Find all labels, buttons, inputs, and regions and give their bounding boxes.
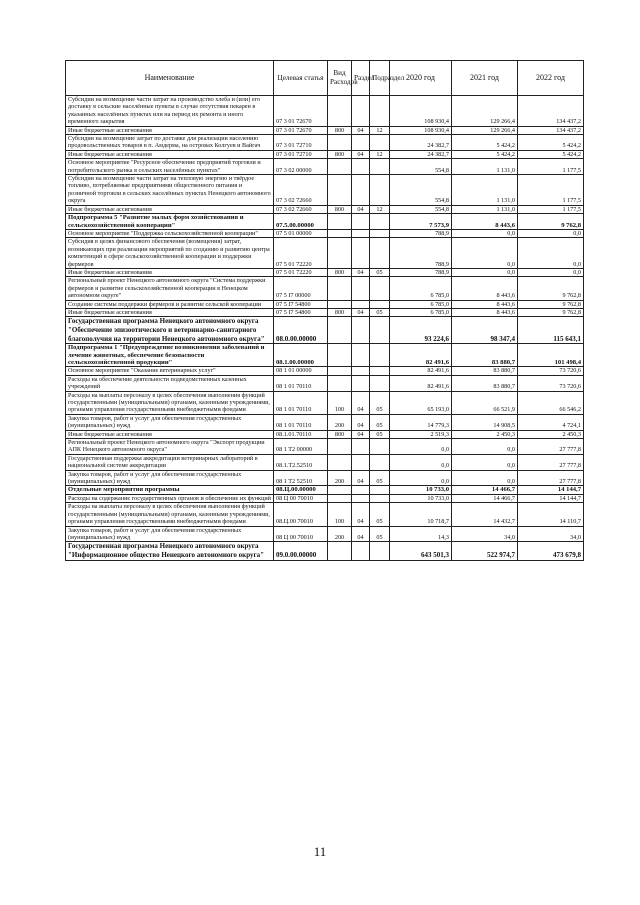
cell-expense-type (328, 367, 352, 375)
cell-expense-type: 800 (328, 150, 352, 158)
cell-subsection: 05 (370, 470, 390, 486)
cell-section: 04 (352, 503, 370, 526)
cell-expense-type (328, 486, 352, 494)
cell-section: 04 (352, 268, 370, 276)
cell-name: Подпрограмма 5 "Развитие малых форм хозяйствования и сельскохозяйственной кооперации" (66, 214, 274, 230)
cell-2022: 27 777,8 (518, 470, 584, 486)
cell-target-article: 07 3 02 72660 (274, 205, 328, 213)
cell-target-article: 08.Ц.00.00000 (274, 486, 328, 494)
cell-target-article: 08.Ц.00 70010 (274, 503, 328, 526)
cell-2022: 134 437,2 (518, 96, 584, 127)
cell-section: 04 (352, 526, 370, 542)
cell-subsection (370, 367, 390, 375)
header-name: Наименование (66, 61, 274, 96)
cell-section (352, 214, 370, 230)
cell-expense-type: 200 (328, 526, 352, 542)
cell-name: Закупка товаров, работ и услуг для обеспечения государственных (муниципальных) нужд (66, 470, 274, 486)
cell-target-article: 08 1 T2 00000 (274, 439, 328, 455)
cell-expense-type (328, 214, 352, 230)
cell-expense-type (328, 135, 352, 151)
cell-name: Отдельные мероприятия программы (66, 486, 274, 494)
cell-2021: 522 974,7 (452, 542, 518, 560)
cell-expense-type: 800 (328, 308, 352, 316)
cell-section (352, 367, 370, 375)
page-number: 11 (313, 844, 327, 859)
cell-name: Государственная поддержка аккредитации ветеринарных лабораторий в национальной системе аккредитации (66, 454, 274, 470)
cell-2022: 5 424,2 (518, 135, 584, 151)
cell-expense-type: 200 (328, 470, 352, 486)
cell-subsection (370, 494, 390, 502)
cell-expense-type (328, 277, 352, 300)
cell-target-article: 07 3 01 72670 (274, 96, 328, 127)
cell-subsection: 05 (370, 308, 390, 316)
cell-2022: 473 679,8 (518, 542, 584, 560)
cell-subsection (370, 135, 390, 151)
cell-subsection (370, 300, 390, 308)
cell-2022: 66 546,2 (518, 391, 584, 414)
cell-2021: 8 443,6 (452, 277, 518, 300)
cell-2021: 0,0 (452, 268, 518, 276)
table-row (66, 205, 584, 213)
cell-section (352, 454, 370, 470)
cell-section (352, 317, 370, 344)
cell-subsection (370, 439, 390, 455)
cell-2021: 0,0 (452, 229, 518, 237)
cell-2022: 14 110,7 (518, 503, 584, 526)
cell-2020: 6 785,0 (390, 300, 452, 308)
table-row (66, 150, 584, 158)
cell-name: Расходы на содержание государственных органов и обеспечение их функций (66, 494, 274, 502)
table-row (66, 494, 584, 502)
cell-name: Иные бюджетные ассигнования (66, 430, 274, 438)
cell-2022: 4 724,1 (518, 414, 584, 430)
table-row (66, 126, 584, 134)
cell-2020: 65 193,0 (390, 391, 452, 414)
cell-section (352, 439, 370, 455)
cell-2021: 5 424,2 (452, 135, 518, 151)
cell-2022: 9 762,8 (518, 214, 584, 230)
table-row (66, 367, 584, 375)
table-header-row (66, 61, 584, 96)
table-row (66, 175, 584, 206)
cell-target-article: 08 1 01 70110 (274, 375, 328, 391)
cell-name: Иные бюджетные ассигнования (66, 308, 274, 316)
cell-subsection: 05 (370, 503, 390, 526)
cell-subsection: 05 (370, 526, 390, 542)
cell-name: Расходы на обеспечение деятельности подведомственных казенных учреждений (66, 375, 274, 391)
cell-2022: 134 437,2 (518, 126, 584, 134)
cell-2022: 0,0 (518, 268, 584, 276)
cell-2021: 34,0 (452, 526, 518, 542)
table-row (66, 159, 584, 175)
cell-target-article: 07 5 01 72220 (274, 238, 328, 269)
cell-section (352, 96, 370, 127)
cell-target-article: 08 1 01 00000 (274, 367, 328, 375)
cell-expense-type: 800 (328, 126, 352, 134)
cell-section (352, 175, 370, 206)
cell-target-article: 07 3 02 00000 (274, 159, 328, 175)
cell-2022: 1 177,5 (518, 175, 584, 206)
cell-name: Подпрограмма 1 "Предупреждение возникновения заболеваний и лечение животных, обеспечение безопасности сельскохозяйственной продукции" (66, 344, 274, 367)
header-target-article: Целевая статья (274, 61, 328, 96)
table-row (66, 317, 584, 344)
cell-section: 04 (352, 205, 370, 213)
cell-section (352, 159, 370, 175)
cell-subsection (370, 175, 390, 206)
cell-2020: 0,0 (390, 439, 452, 455)
cell-section: 04 (352, 308, 370, 316)
cell-expense-type (328, 317, 352, 344)
cell-2021: 8 443,6 (452, 308, 518, 316)
cell-subsection (370, 542, 390, 560)
cell-2020: 14 779,3 (390, 414, 452, 430)
cell-2020: 82 491,6 (390, 344, 452, 367)
table-row (66, 308, 584, 316)
table-row (66, 96, 584, 127)
cell-target-article: 08 1 01 70110 (274, 391, 328, 414)
cell-expense-type (328, 229, 352, 237)
cell-2020: 554,8 (390, 175, 452, 206)
cell-section (352, 238, 370, 269)
cell-subsection (370, 214, 390, 230)
header-2022: 2022 год (518, 61, 584, 96)
table-row (66, 344, 584, 367)
cell-2020: 6 785,0 (390, 308, 452, 316)
cell-2021: 83 880,7 (452, 344, 518, 367)
cell-expense-type (328, 344, 352, 367)
cell-target-article: 08 Ц 00 70010 (274, 494, 328, 502)
cell-expense-type (328, 96, 352, 127)
cell-section: 04 (352, 150, 370, 158)
cell-subsection (370, 277, 390, 300)
table-row (66, 229, 584, 237)
cell-target-article: 08 Ц 00 70010 (274, 526, 328, 542)
cell-2021: 0,0 (452, 439, 518, 455)
cell-2020: 14,3 (390, 526, 452, 542)
cell-name: Закупка товаров, работ и услуг для обеспечения государственных (муниципальных) нужд (66, 414, 274, 430)
cell-subsection: 05 (370, 268, 390, 276)
cell-2021: 129 266,4 (452, 126, 518, 134)
cell-2021: 5 424,2 (452, 150, 518, 158)
cell-name: Основное мероприятие "Ресурсное обеспечение предприятий торговли и потребительского рынка в сельских населённых пунктах" (66, 159, 274, 175)
cell-2021: 2 450,3 (452, 430, 518, 438)
cell-2022: 0,0 (518, 238, 584, 269)
cell-expense-type (328, 454, 352, 470)
cell-expense-type (328, 300, 352, 308)
cell-name: Субсидия в целях финансового обеспечения (возмещения) затрат, возникающих при реализации мероприятий по созданию и развитию центра компетенций в сфере сельскохозяйственной кооперации и поддержки фермеров (66, 238, 274, 269)
cell-name: Расходы на выплаты персоналу в целях обеспечения выполнения функций государственными (муниципальными) органами, казенными учреждениями, органами управления государственными внебюджетными фондами (66, 503, 274, 526)
cell-2021: 1 131,0 (452, 175, 518, 206)
table-row (66, 470, 584, 486)
cell-name: Расходы на выплаты персоналу в целях обеспечения выполнения функций государственными (муниципальными) органами, казенными учреждениями, органами управления государственными внебюджетными фондами (66, 391, 274, 414)
cell-subsection: 12 (370, 126, 390, 134)
cell-2021: 14 466,7 (452, 486, 518, 494)
table-row (66, 214, 584, 230)
cell-target-article: 07 5 01 72220 (274, 268, 328, 276)
cell-target-article: 07 5 I7 00000 (274, 277, 328, 300)
cell-2020: 0,0 (390, 454, 452, 470)
cell-name: Субсидии на возмещение части затрат на производство хлеба и (или) его доставку в сельские населённые пункты в случае отсутствия пекарен в указанных населённых пунктах или на период их ремонта и иного временного закрытия (66, 96, 274, 127)
cell-2020: 10 733,0 (390, 486, 452, 494)
cell-2020: 108 930,4 (390, 126, 452, 134)
cell-2020: 93 224,6 (390, 317, 452, 344)
cell-section: 04 (352, 470, 370, 486)
cell-2021: 129 266,4 (452, 96, 518, 127)
cell-expense-type: 800 (328, 430, 352, 438)
cell-subsection (370, 344, 390, 367)
cell-2021: 83 880,7 (452, 375, 518, 391)
cell-2022: 73 720,6 (518, 375, 584, 391)
cell-expense-type: 100 (328, 391, 352, 414)
cell-subsection: 12 (370, 205, 390, 213)
cell-2022: 0,0 (518, 229, 584, 237)
cell-2021: 0,0 (452, 238, 518, 269)
header-section: Раздел (352, 61, 370, 96)
cell-2020: 82 491,6 (390, 375, 452, 391)
cell-expense-type (328, 159, 352, 175)
cell-target-article: 08 1 01 70110 (274, 414, 328, 430)
cell-name: Основное мероприятие "Поддержка сельскохозяйственной кооперации" (66, 229, 274, 237)
cell-2022: 9 762,8 (518, 277, 584, 300)
cell-expense-type (328, 175, 352, 206)
cell-target-article: 07 3 01 72670 (274, 126, 328, 134)
cell-2020: 554,8 (390, 159, 452, 175)
cell-target-article: 07 3 02 72660 (274, 175, 328, 206)
cell-2021: 14 908,5 (452, 414, 518, 430)
cell-target-article: 07 5 I7 54800 (274, 308, 328, 316)
cell-subsection (370, 96, 390, 127)
cell-2021: 1 131,0 (452, 159, 518, 175)
cell-2021: 1 131,0 (452, 205, 518, 213)
cell-section (352, 375, 370, 391)
cell-name: Основное мероприятие "Оказание ветеринарных услуг" (66, 367, 274, 375)
cell-expense-type (328, 238, 352, 269)
cell-target-article: 07 5 01 00000 (274, 229, 328, 237)
cell-target-article: 08.1.T2.52510 (274, 454, 328, 470)
cell-2020: 554,8 (390, 205, 452, 213)
cell-section (352, 135, 370, 151)
cell-subsection: 12 (370, 150, 390, 158)
cell-2020: 643 501,3 (390, 542, 452, 560)
cell-expense-type: 800 (328, 205, 352, 213)
table-row (66, 391, 584, 414)
table-row (66, 135, 584, 151)
table-row (66, 526, 584, 542)
cell-2022: 27 777,8 (518, 439, 584, 455)
cell-section (352, 277, 370, 300)
cell-2021: 8 443,6 (452, 300, 518, 308)
cell-target-article: 08.1.01.70110 (274, 430, 328, 438)
cell-name: Региональный проект Ненецкого автономного округа "Система поддержки фермеров и развитие сельскохозяйственной кооперации в Ненецком автономном округе" (66, 277, 274, 300)
header-subsection: Подраздел (370, 61, 390, 96)
cell-subsection (370, 317, 390, 344)
cell-2021: 8 443,6 (452, 214, 518, 230)
cell-name: Иные бюджетные ассигнования (66, 126, 274, 134)
cell-target-article: 07 5 I7 54800 (274, 300, 328, 308)
cell-name: Государственная программа Ненецкого автономного округа "Информационное общество Ненецкого автономного округа" (66, 542, 274, 560)
cell-2021: 14 432,7 (452, 503, 518, 526)
cell-2022: 1 177,5 (518, 205, 584, 213)
budget-table (65, 60, 584, 561)
header-2020: 2020 год (390, 61, 452, 96)
table-row (66, 277, 584, 300)
cell-2022: 115 643,1 (518, 317, 584, 344)
cell-2020: 7 573,9 (390, 214, 452, 230)
cell-section (352, 344, 370, 367)
cell-2022: 2 450,3 (518, 430, 584, 438)
cell-2021: 98 347,4 (452, 317, 518, 344)
cell-2022: 5 424,2 (518, 150, 584, 158)
table-row (66, 454, 584, 470)
cell-subsection (370, 486, 390, 494)
cell-subsection: 05 (370, 430, 390, 438)
cell-2022: 34,0 (518, 526, 584, 542)
cell-target-article: 07 3 01 72710 (274, 150, 328, 158)
cell-expense-type: 200 (328, 414, 352, 430)
cell-subsection (370, 229, 390, 237)
cell-section (352, 229, 370, 237)
cell-expense-type (328, 542, 352, 560)
cell-2022: 14 144,7 (518, 486, 584, 494)
cell-2020: 788,9 (390, 229, 452, 237)
cell-expense-type: 800 (328, 268, 352, 276)
cell-expense-type (328, 439, 352, 455)
cell-2021: 0,0 (452, 470, 518, 486)
cell-target-article: 08.0.00.00000 (274, 317, 328, 344)
table-row (66, 300, 584, 308)
table-row (66, 486, 584, 494)
cell-2020: 10 718,7 (390, 503, 452, 526)
cell-target-article: 07 3 01 72710 (274, 135, 328, 151)
cell-section (352, 494, 370, 502)
cell-2021: 0,0 (452, 454, 518, 470)
table-row (66, 238, 584, 269)
cell-2020: 0,0 (390, 470, 452, 486)
cell-target-article: 08.1.00.00000 (274, 344, 328, 367)
cell-2020: 788,9 (390, 268, 452, 276)
cell-subsection (370, 159, 390, 175)
cell-2020: 2 519,3 (390, 430, 452, 438)
cell-name: Создание системы поддержки фермеров и развитие сельской кооперации (66, 300, 274, 308)
cell-name: Иные бюджетные ассигнования (66, 268, 274, 276)
cell-target-article: 09.0.00.00000 (274, 542, 328, 560)
cell-2022: 73 720,6 (518, 367, 584, 375)
cell-name: Субсидии на возмещение части затрат на тепловую энергию и твёрдое топливо, потребляемые предприятиями общественного питания и розничной торговли в сельских населённых пунктах Ненецкого автономного округа (66, 175, 274, 206)
cell-subsection: 05 (370, 391, 390, 414)
cell-expense-type (328, 375, 352, 391)
table-row (66, 414, 584, 430)
table-row (66, 542, 584, 560)
cell-section: 04 (352, 126, 370, 134)
cell-2020: 108 930,4 (390, 96, 452, 127)
cell-section (352, 486, 370, 494)
table-row (66, 268, 584, 276)
cell-section (352, 300, 370, 308)
budget-table-sheet (65, 60, 583, 561)
cell-2020: 6 785,0 (390, 277, 452, 300)
cell-section: 04 (352, 430, 370, 438)
cell-section: 04 (352, 391, 370, 414)
table-row (66, 503, 584, 526)
cell-name: Региональный проект Ненецкого автономного округа "Экспорт продукции АПК Ненецкого автономного округа" (66, 439, 274, 455)
cell-2021: 66 521,9 (452, 391, 518, 414)
cell-2021: 83 880,7 (452, 367, 518, 375)
table-row (66, 439, 584, 455)
cell-2020: 24 382,7 (390, 135, 452, 151)
cell-expense-type: 100 (328, 503, 352, 526)
cell-2020: 82 491,6 (390, 367, 452, 375)
cell-section: 04 (352, 414, 370, 430)
cell-target-article: 07.5.00.00000 (274, 214, 328, 230)
table-row (66, 430, 584, 438)
cell-name: Иные бюджетные ассигнования (66, 150, 274, 158)
header-expense-type: Вид Расходов (328, 61, 352, 96)
header-2021: 2021 год (452, 61, 518, 96)
cell-name: Закупка товаров, работ и услуг для обеспечения государственных (муниципальных) нужд (66, 526, 274, 542)
cell-2021: 14 466,7 (452, 494, 518, 502)
cell-2022: 9 762,8 (518, 300, 584, 308)
cell-2020: 788,9 (390, 238, 452, 269)
cell-subsection (370, 375, 390, 391)
cell-subsection (370, 238, 390, 269)
cell-2022: 9 762,8 (518, 308, 584, 316)
cell-expense-type (328, 494, 352, 502)
table-row (66, 375, 584, 391)
cell-name: Субсидии на возмещение затрат по доставке для реализации населению продовольственных товаров в п. Амдерма, на островах Колгуев и Вайгач (66, 135, 274, 151)
cell-2022: 14 144,7 (518, 494, 584, 502)
cell-target-article: 08 1 T2 52510 (274, 470, 328, 486)
cell-2022: 27 777,8 (518, 454, 584, 470)
cell-name: Иные бюджетные ассигнования (66, 205, 274, 213)
cell-name: Государственная программа Ненецкого автономного округа "Обеспечение эпизоотического и ветеринарно-санитарного благополучия на территории Ненецкого автономного округа" (66, 317, 274, 344)
cell-2022: 1 177,5 (518, 159, 584, 175)
cell-2020: 24 382,7 (390, 150, 452, 158)
cell-subsection (370, 454, 390, 470)
cell-2022: 101 498,4 (518, 344, 584, 367)
cell-subsection: 05 (370, 414, 390, 430)
cell-2020: 10 733,0 (390, 494, 452, 502)
cell-section (352, 542, 370, 560)
